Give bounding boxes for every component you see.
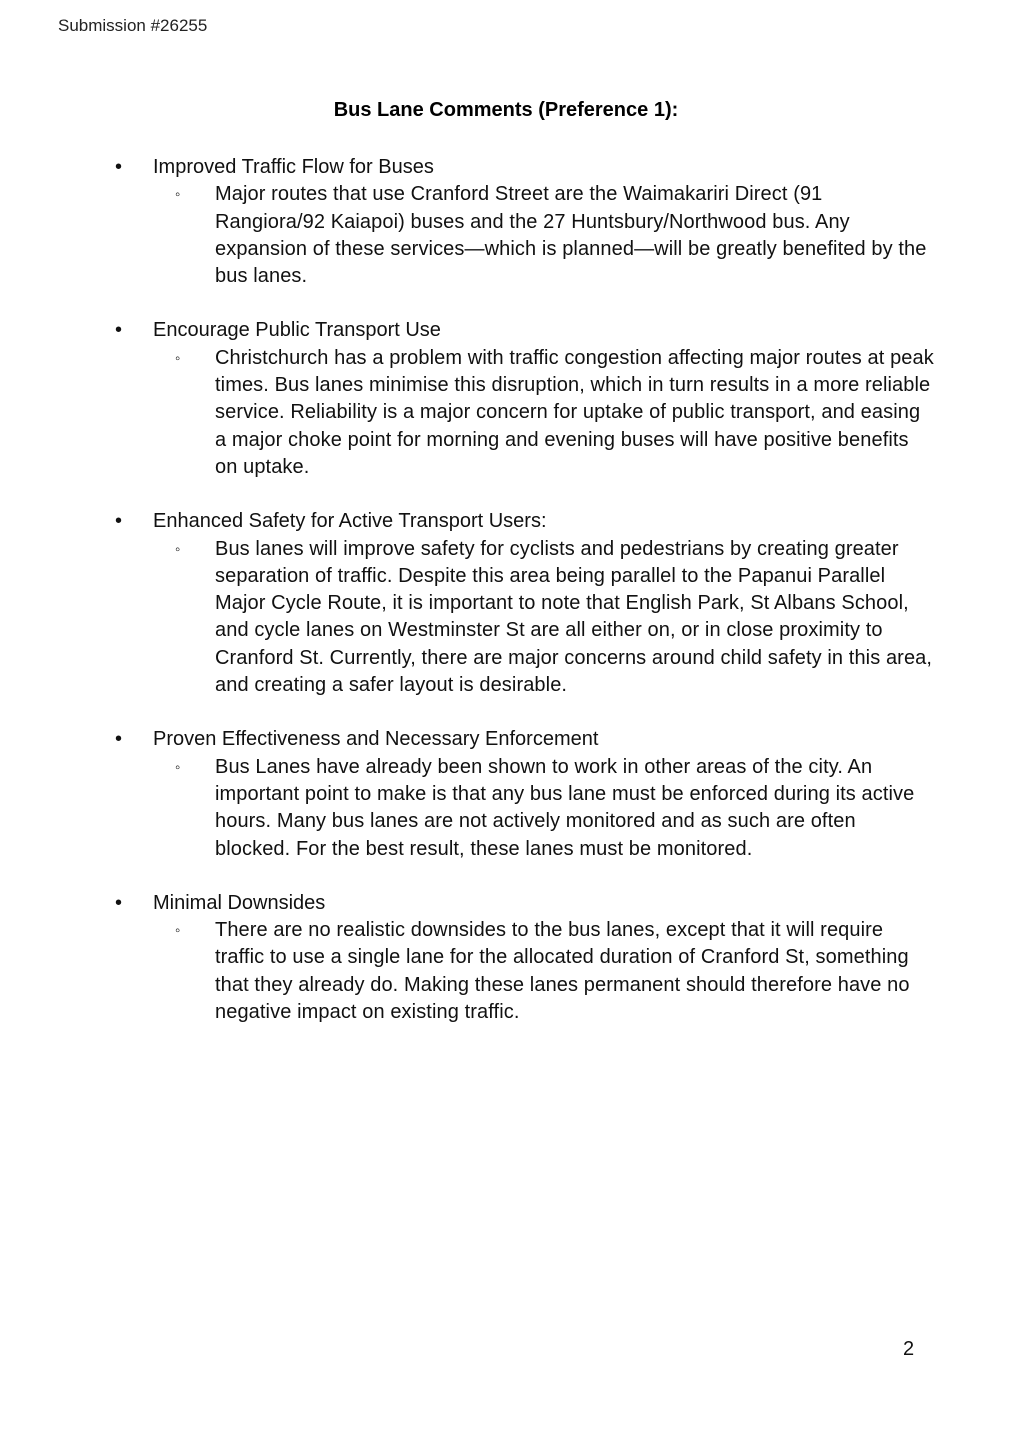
sub-item bbox=[0, 917, 1012, 1026]
hollow-bullet-icon: ◦ bbox=[175, 922, 181, 940]
item-heading: Improved Traffic Flow for Buses bbox=[153, 156, 434, 178]
sub-item bbox=[0, 536, 1012, 700]
submission-number: Submission #26255 bbox=[58, 16, 208, 35]
bullet-icon: • bbox=[115, 510, 123, 533]
list-item bbox=[0, 726, 1012, 862]
bullet-icon: • bbox=[115, 728, 123, 751]
item-detail: Bus lanes will improve safety for cyclists and pedestrians by creating greater separation of traffic. Despite this area being parallel to the Papanui Parallel Major Cycle Route, it is important to note that English Park, St Albans School, and cycle lanes on Westminster St are all either on, or in close proximity to Cranford St. Currently, there are major concerns around child safety in this area, and creating a safer layout is desirable. bbox=[215, 537, 933, 697]
list-item bbox=[0, 154, 1012, 290]
item-detail: There are no realistic downsides to the bus lanes, except that it will require traffic to use a single lane for the allocated duration of Cranford St, something that they already do. Making these lanes permanent should therefore have no negative impact on existing traffic. bbox=[215, 919, 910, 1024]
comment-list bbox=[0, 154, 1012, 1053]
item-heading: Enhanced Safety for Active Transport Users: bbox=[153, 510, 547, 533]
item-detail: Major routes that use Cranford Street are the Waimakariri Direct (91 Rangiora/92 Kaiapoi) buses and the 27 Huntsbury/Northwood bus. Any expansion of these services—which is planned—will be greatly benefited by the bus lanes. bbox=[215, 183, 927, 288]
page-number: 2 bbox=[903, 1338, 915, 1360]
bullet-icon: • bbox=[115, 156, 123, 178]
hollow-bullet-icon: ◦ bbox=[175, 349, 181, 367]
list-item bbox=[0, 317, 1012, 481]
list-item bbox=[0, 890, 1012, 1026]
list-item bbox=[0, 508, 1012, 699]
hollow-bullet-icon: ◦ bbox=[175, 540, 181, 558]
bullet-icon: • bbox=[115, 319, 123, 342]
hollow-bullet-icon: ◦ bbox=[175, 758, 181, 776]
hollow-bullet-icon: ◦ bbox=[175, 186, 181, 204]
sub-item bbox=[0, 754, 1012, 863]
item-heading: Minimal Downsides bbox=[153, 891, 326, 914]
item-detail: Bus Lanes have already been shown to work in other areas of the city. An important point to make is that any bus lane must be enforced during its active hours. Many bus lanes are not actively monitored and as such are often blocked. For the best result, these lanes must be monitored. bbox=[215, 755, 915, 860]
sub-item bbox=[0, 181, 1012, 290]
bullet-icon: • bbox=[115, 891, 123, 914]
item-detail: Christchurch has a problem with traffic congestion affecting major routes at peak times. Bus lanes minimise this disruption, which in turn results in a more reliable service. Reliability is a major concern for uptake of public transport, and easing a major choke point for morning and evening buses will have positive benefits on uptake. bbox=[215, 346, 934, 478]
item-heading: Encourage Public Transport Use bbox=[153, 319, 441, 342]
document-title: Bus Lane Comments (Preference 1): bbox=[333, 99, 679, 121]
item-heading: Proven Effectiveness and Necessary Enforcement bbox=[153, 728, 599, 751]
sub-item bbox=[0, 345, 1012, 481]
